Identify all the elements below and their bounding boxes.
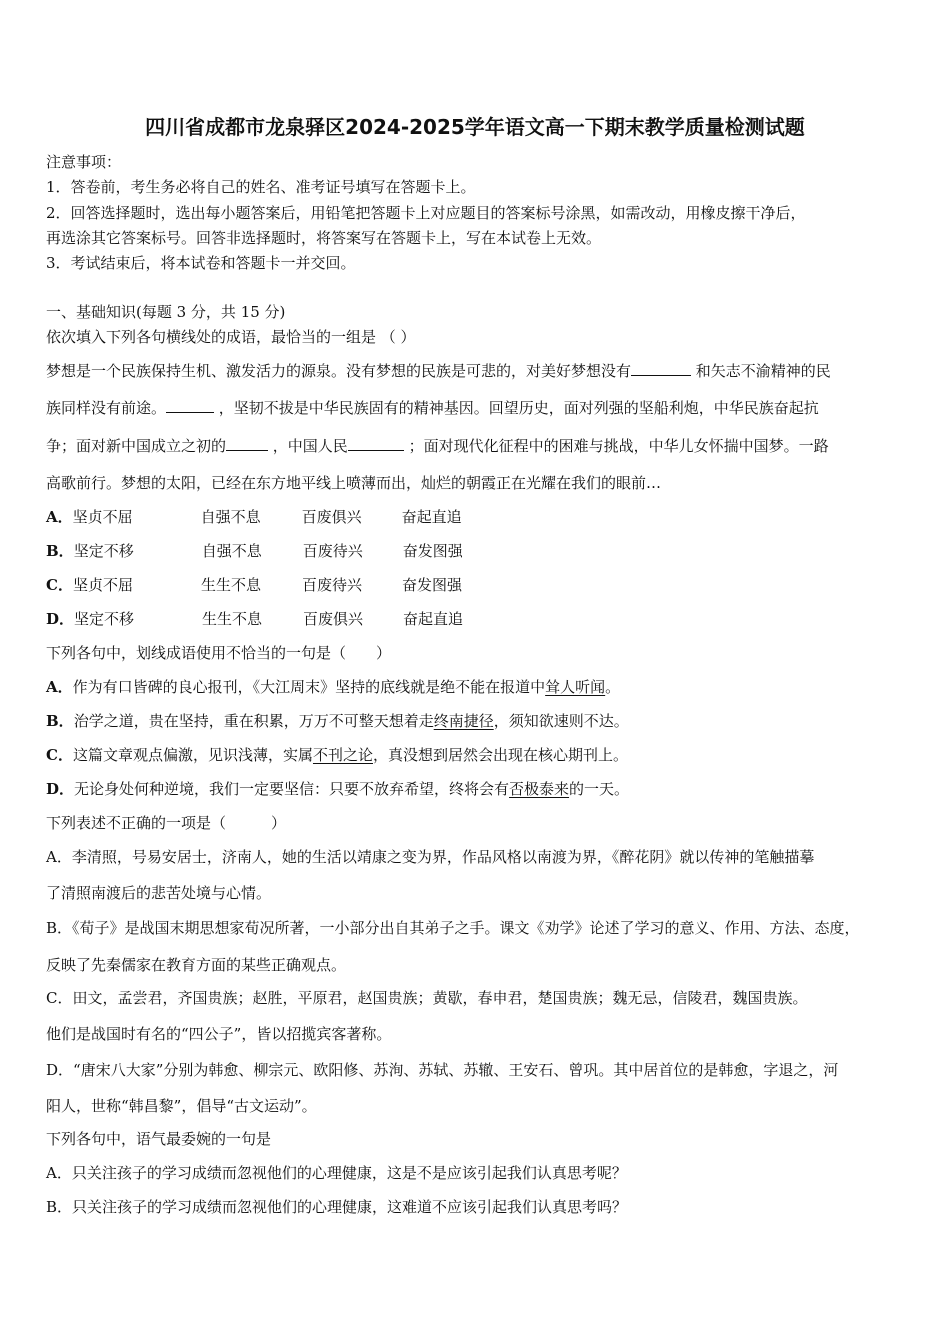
- option-row: [46, 779, 629, 799]
- option-text: 这篇文章观点偏激，见识浅薄，实属: [72, 746, 313, 764]
- option-row: [46, 541, 463, 561]
- option-text: B．只关注孩子的学习成绩而忽视他们的心理健康，这难道不应该引起我们认真思考吗？: [46, 1198, 628, 1216]
- option-label: D．: [46, 610, 75, 628]
- question-stem-3: 下列表述不正确的一项是（ ）: [46, 814, 287, 832]
- answer-blank: [226, 436, 268, 451]
- option-text: 。: [605, 678, 621, 696]
- option-label: A．: [46, 508, 73, 526]
- option-idiom: 奋发图强: [402, 542, 463, 560]
- option-idiom: 百废待兴: [302, 542, 363, 560]
- option-text: ，真没想到居然会出现在核心期刊上。: [372, 746, 628, 764]
- option-text: A．只关注孩子的学习成绩而忽视他们的心理健康，这是不是应该引起我们认真思考呢？: [46, 1164, 627, 1182]
- question-stem-4: 下列各句中，语气最委婉的一句是: [46, 1130, 272, 1148]
- option-idiom: 自强不息: [200, 508, 261, 526]
- option-idiom: 坚定不移: [74, 610, 135, 628]
- question-stem-1: 依次填入下列各句横线处的成语，最恰当的一组是 （ ）: [46, 328, 416, 346]
- option-label: C．: [46, 576, 73, 594]
- option-label: D．: [46, 780, 75, 798]
- option-idiom: 坚贞不屈: [72, 508, 133, 526]
- option-text: A．李清照，号易安居士，济南人，她的生活以靖康之变为界，作品风格以南渡为界，《醉花阴》就以传神的笔触描摹: [46, 848, 815, 866]
- option-row: [46, 575, 462, 595]
- option-idiom: 生生不息: [202, 610, 263, 628]
- option-row: [46, 745, 628, 765]
- option-idiom: 百废俱兴: [303, 610, 364, 628]
- notice-item: 2．回答选择题时，选出每小题答案后，用铅笔把答题卡上对应题目的答案标号涂黑，如需改动，用橡皮擦干净后，: [46, 204, 806, 222]
- underlined-idiom: 不刊之论: [312, 746, 373, 764]
- option-text: 了清照南渡后的悲苦处境与心情。: [46, 884, 272, 902]
- option-text: 无论身处何种逆境，我们一定要坚信：只要不放弃希望，终将会有: [74, 780, 510, 798]
- option-text: D．“唐宋八大家”分别为韩愈、柳宗元、欧阳修、苏洵、苏轼、苏辙、王安石、曾巩。其中居首位的是韩愈，字退之，河: [46, 1061, 839, 1079]
- passage-text: 争；面对新中国成立之初的: [46, 437, 227, 455]
- passage-line: [46, 398, 819, 418]
- notice-item: 1．答卷前，考生务必将自己的姓名、准考证号填写在答题卡上。: [46, 178, 476, 196]
- notice-item: 再选涂其它答案标号。回答非选择题时，将答案写在答题卡上，写在本试卷上无效。: [46, 229, 602, 247]
- underlined-idiom: 终南捷径: [433, 712, 494, 730]
- passage-text: 梦想是一个民族保持生机、激发活力的源泉。没有梦想的民族是可悲的，对美好梦想没有: [46, 362, 632, 380]
- option-idiom: 百废待兴: [301, 576, 362, 594]
- option-text: 治学之道，贵在坚持，重在积累，万万不可整天想着走: [73, 712, 434, 730]
- passage-line: [46, 361, 831, 381]
- notice-item: 3．考试结束后，将本试卷和答题卡一并交回。: [46, 254, 356, 272]
- answer-blank: [631, 361, 691, 376]
- option-idiom: 坚定不移: [73, 542, 134, 560]
- option-text: 作为有口皆碑的良心报刊，《大江周末》坚持的底线就是绝不能在报道中: [72, 678, 546, 696]
- option-text: B．《荀子》是战国末期思想家荀况所著，一小部分出自其弟子之手。课文《劝学》论述了学习的意义、作用、方法、态度，: [46, 919, 860, 937]
- option-idiom: 奋起直追: [401, 508, 462, 526]
- option-text: 他们是战国时有名的“四公子”，皆以招揽宾客著称。: [46, 1025, 392, 1043]
- passage-text: ，坚韧不拔是中华民族固有的精神基因。回望历史，面对列强的坚船利炮，中华民族奋起抗: [218, 399, 819, 417]
- option-text: 反映了先秦儒家在教育方面的某些正确观点。: [46, 956, 347, 974]
- option-label: A．: [46, 678, 73, 696]
- option-row: [46, 677, 620, 697]
- option-text: 阳人，世称“韩昌黎”，倡导“古文运动”。: [46, 1097, 317, 1115]
- option-row: [46, 507, 462, 527]
- option-label: C．: [46, 746, 73, 764]
- option-label: B．: [46, 542, 74, 560]
- passage-text: ；面对现代化征程中的困难与挑战，中华儿女怀揣中国梦。一路: [408, 437, 829, 455]
- option-idiom: 自强不息: [201, 542, 262, 560]
- option-label: B．: [46, 712, 74, 730]
- option-idiom: 百废俱兴: [301, 508, 362, 526]
- option-row: [46, 711, 629, 731]
- option-idiom: 奋发图强: [401, 576, 462, 594]
- option-text: 的一天。: [569, 780, 630, 798]
- option-idiom: 奋起直追: [403, 610, 464, 628]
- page-title: 四川省成都市龙泉驿区2024-2025学年语文高一下期末教学质量检测试题: [145, 115, 805, 139]
- answer-blank: [166, 398, 214, 413]
- option-row: [46, 609, 463, 629]
- question-stem-2: 下列各句中，划线成语使用不恰当的一句是（ ）: [46, 644, 392, 662]
- option-idiom: 生生不息: [200, 576, 261, 594]
- notice-heading: 注意事项：: [46, 153, 122, 171]
- passage-text: 族同样没有前途。: [46, 399, 167, 417]
- underlined-idiom: 否极泰来: [509, 780, 570, 798]
- passage-line: [46, 436, 829, 456]
- answer-blank: [348, 436, 404, 451]
- section-heading: 一、基础知识(每题 3 分，共 15 分): [46, 303, 286, 321]
- option-text: ，须知欲速则不达。: [493, 712, 629, 730]
- passage-line: 高歌前行。梦想的太阳，已经在东方地平线上喷薄而出，灿烂的朝霞正在光耀在我们的眼前…: [46, 474, 662, 492]
- passage-text: 和矢志不渝精神的民: [695, 362, 831, 380]
- underlined-idiom: 耸人听闻: [545, 678, 606, 696]
- passage-text: ，中国人民: [272, 437, 348, 455]
- option-text: C．田文，孟尝君，齐国贵族；赵胜，平原君，赵国贵族；黄歇，春申君，楚国贵族；魏无忌，信陵君，魏国贵族。: [46, 989, 808, 1007]
- option-idiom: 坚贞不屈: [72, 576, 133, 594]
